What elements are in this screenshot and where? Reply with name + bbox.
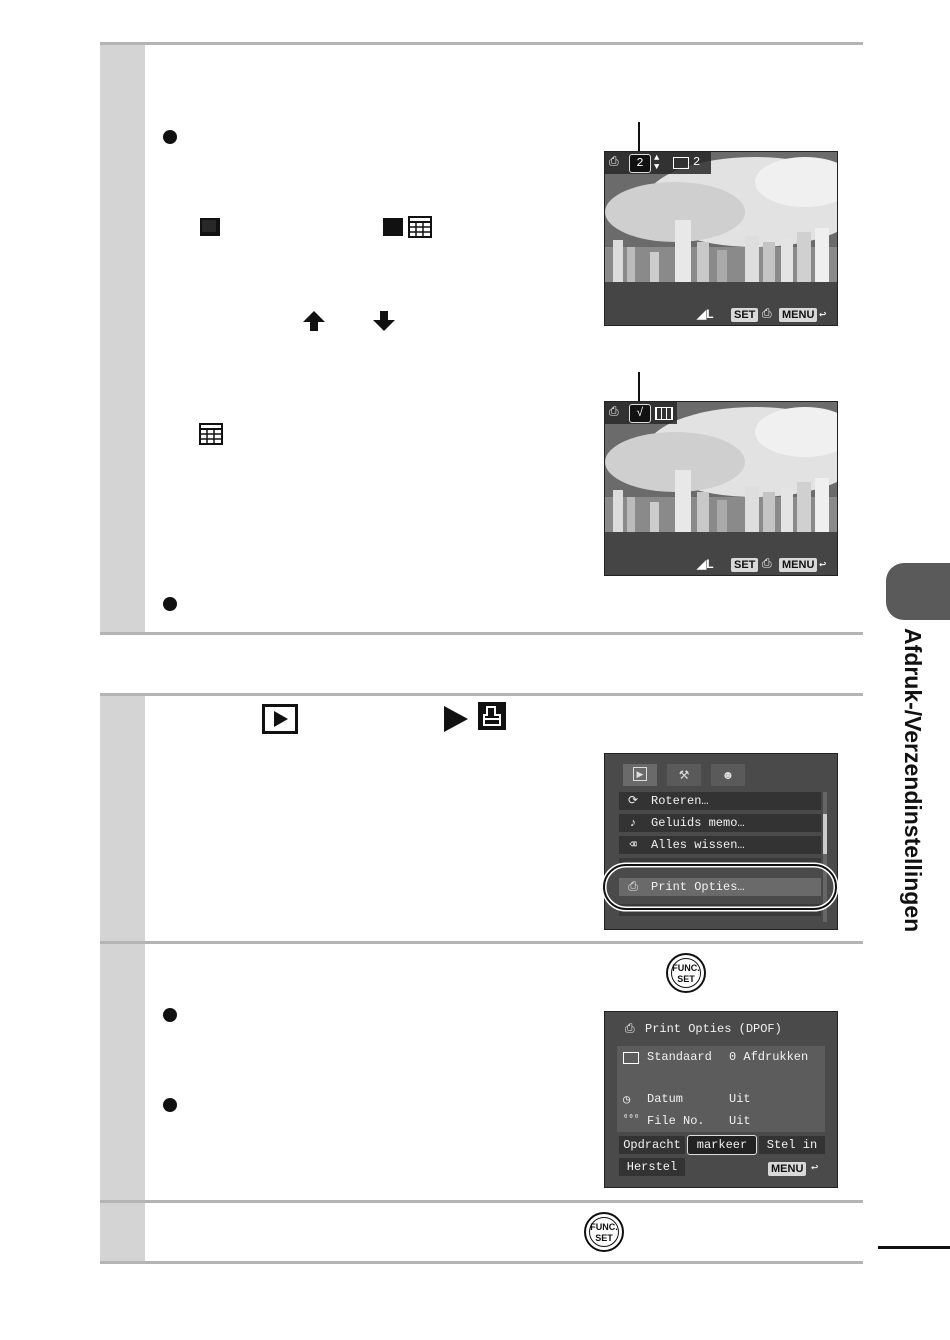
set-button-chip: SET: [731, 308, 758, 322]
triangle-right-icon: [442, 704, 470, 734]
dpof-title-row: [625, 1022, 835, 1040]
print-icon: ⎙: [609, 155, 619, 169]
index-print-icon: [199, 423, 223, 445]
file-number-icon: ⁰⁰⁰: [623, 1114, 640, 1124]
menu-tab-bar: [623, 764, 747, 786]
playback-icon: ▶: [633, 767, 647, 781]
rotate-icon: ⟳: [627, 794, 639, 808]
arrow-down-icon: [372, 310, 396, 332]
opdracht-button[interactable]: Opdracht: [619, 1136, 685, 1154]
bottom-status-bar: [605, 305, 837, 325]
tab-playback[interactable]: [623, 764, 657, 786]
dpof-value-file-no: Uit: [729, 1114, 751, 1128]
print-icon: ⎙: [625, 1022, 635, 1036]
tab-setup[interactable]: [667, 764, 701, 786]
standard-count: 2: [693, 155, 701, 169]
print-tab-icon: [478, 702, 506, 730]
dpof-label-standard: Standaard: [647, 1050, 712, 1064]
person-icon: ☻: [721, 768, 735, 782]
dpof-label-date: Datum: [647, 1092, 684, 1106]
copies-count[interactable]: 2: [629, 154, 651, 173]
highlight-ellipse: [600, 861, 840, 913]
standard-print-icon: [382, 217, 404, 237]
playback-button-icon: [262, 704, 298, 734]
menu-button-chip: MENU: [779, 308, 817, 322]
tools-icon: ⚒: [678, 768, 690, 782]
print-icon: ⎙: [762, 307, 772, 321]
print-icon: ⎙: [609, 405, 619, 419]
camera-screen-index: [604, 401, 838, 576]
page-rule: [878, 1246, 950, 1249]
index-print-icon: [655, 407, 673, 420]
dpof-label-file-no: File No.: [647, 1114, 705, 1128]
city-skyline-photo: [605, 152, 837, 325]
menu-item-rotate[interactable]: ⟳ Roteren…: [619, 792, 821, 810]
section2-bottom-rule: [100, 1261, 863, 1264]
mic-icon: ♪: [629, 816, 637, 830]
tab-my-camera[interactable]: [711, 764, 745, 786]
bottom-status-bar: [605, 555, 837, 575]
camera-screen-copies: [604, 151, 838, 326]
section1-bottom-rule: [100, 632, 863, 635]
index-status-bar: [605, 402, 677, 424]
dpof-screen: [604, 1011, 838, 1188]
section1-top-rule: [100, 42, 863, 45]
bullet: [163, 1008, 177, 1022]
chapter-title: [870, 628, 950, 988]
size-icon: ◢L: [697, 307, 714, 321]
bullet: [163, 1098, 177, 1112]
dpof-title: Print Opties (DPOF): [645, 1022, 782, 1036]
func-set-button-icon: FUNC. SET: [584, 1212, 624, 1252]
arrow-up-icon: [302, 310, 326, 332]
bullet: [163, 130, 177, 144]
step-divider: [100, 941, 863, 944]
return-icon: ↩: [819, 308, 827, 322]
dpof-value-standard: 0 Afdrukken: [729, 1050, 809, 1064]
section2-step-gutter: [100, 696, 145, 1262]
trash-icon: ⌫: [629, 838, 637, 852]
menu-item-print-options[interactable]: ⎙ Print Opties…: [619, 878, 821, 896]
dpof-value-date: Uit: [729, 1092, 751, 1106]
print-icon: ⎙: [628, 880, 638, 894]
copies-status-bar: [605, 152, 711, 174]
chapter-tab: [886, 563, 950, 620]
up-down-arrows-icon: ▲ ▼: [654, 153, 660, 172]
standard-print-icon: [199, 217, 221, 237]
size-icon: ◢L: [697, 557, 714, 571]
standard-print-icon: [623, 1052, 639, 1064]
standard-print-icon: [673, 157, 689, 169]
markeer-button[interactable]: markeer: [687, 1135, 757, 1155]
dpof-settings-panel: [617, 1046, 825, 1132]
set-button-chip: SET: [731, 558, 758, 572]
menu-scroll-thumb[interactable]: [823, 814, 827, 854]
print-icon: ⎙: [762, 557, 772, 571]
stel-in-button[interactable]: Stel in: [759, 1136, 825, 1154]
city-skyline-photo: [605, 402, 837, 575]
herstel-button[interactable]: Herstel: [619, 1158, 685, 1176]
section2-top-rule: [100, 693, 863, 696]
return-icon: ↩: [811, 1161, 819, 1175]
index-print-icon: [408, 216, 432, 238]
menu-button-chip: MENU: [768, 1162, 806, 1176]
func-set-button-icon: FUNC. SET: [666, 953, 706, 993]
return-icon: ↩: [819, 558, 827, 572]
chapter-title-text: Afdruk-/Verzendinstellingen: [900, 628, 926, 933]
menu-item-sound-memo[interactable]: ♪ Geluids memo…: [619, 814, 821, 832]
clock-icon: ◷: [623, 1093, 631, 1107]
bullet: [163, 597, 177, 611]
step-divider: [100, 1200, 863, 1203]
menu-item-erase-all[interactable]: ⌫ Alles wissen…: [619, 836, 821, 854]
section1-step-gutter: [100, 45, 145, 633]
checkmark[interactable]: √: [629, 404, 651, 423]
menu-button-chip: MENU: [779, 558, 817, 572]
